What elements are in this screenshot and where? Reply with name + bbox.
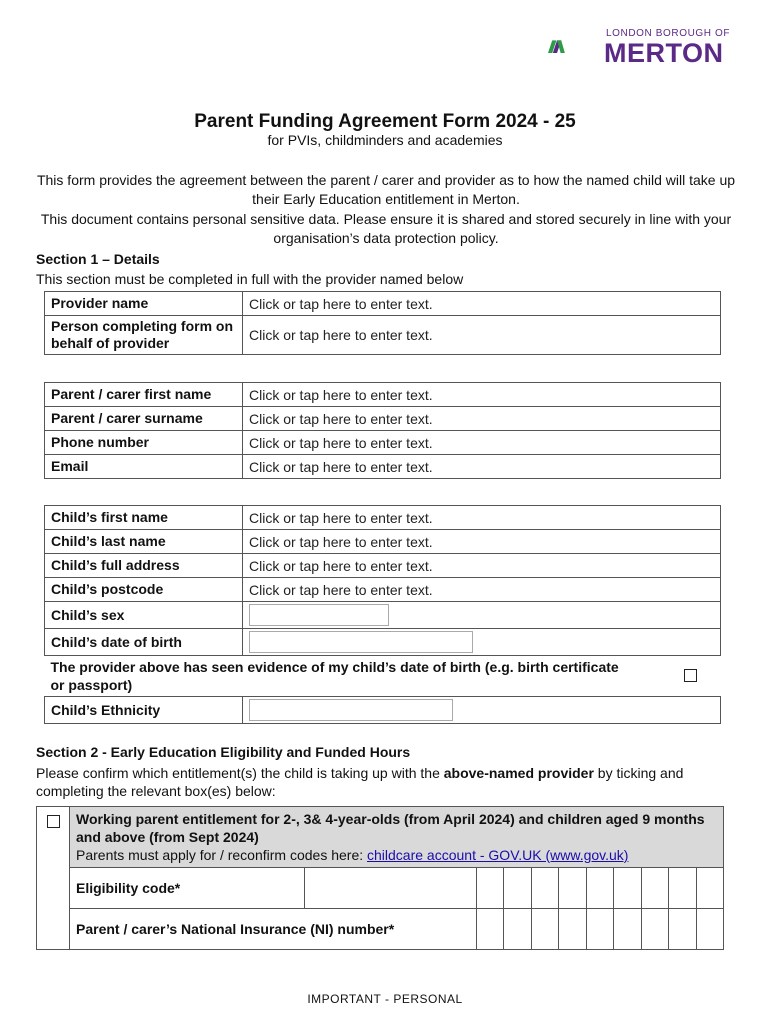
dob-evidence-row — [45, 656, 721, 697]
child-ethnicity-label: Child’s Ethnicity — [45, 697, 243, 724]
ni-number-box[interactable] — [586, 909, 613, 950]
working-entitlement-check-cell — [37, 807, 70, 950]
ni-number-box[interactable] — [531, 909, 558, 950]
child-last-name-label: Child’s last name — [45, 530, 243, 554]
logo-main-text: MERTON — [604, 38, 724, 68]
child-ethnicity-dropdown[interactable] — [249, 699, 453, 721]
child-address-label: Child’s full address — [45, 554, 243, 578]
child-dob-picker[interactable] — [249, 631, 473, 653]
parent-surname-label: Parent / carer surname — [45, 407, 243, 431]
person-completing-label: Person completing form on behalf of provider — [45, 316, 243, 355]
email-label: Email — [45, 455, 243, 479]
child-sex-label: Child’s sex — [45, 602, 243, 629]
eligibility-code-box[interactable] — [696, 868, 723, 909]
child-first-name-label: Child’s first name — [45, 506, 243, 530]
section1-heading: Section 1 – Details — [36, 251, 160, 267]
apply-text: Parents must apply for / reconfirm codes here: — [76, 847, 368, 863]
child-postcode-field[interactable]: Click or tap here to enter text. — [243, 578, 721, 602]
email-field[interactable]: Click or tap here to enter text. — [243, 455, 721, 479]
section2-heading: Section 2 - Early Education Eligibility and Funded Hours — [36, 744, 411, 760]
page-title: Parent Funding Agreement Form 2024 - 25 — [194, 111, 576, 132]
ni-number-box[interactable] — [614, 909, 641, 950]
ni-number-label: Parent / carer’s National Insurance (NI) number* — [70, 909, 477, 950]
working-entitlement-header — [70, 807, 724, 868]
page-subtitle: for PVIs, childminders and academies — [267, 132, 503, 148]
child-table — [44, 505, 721, 724]
parent-surname-field[interactable]: Click or tap here to enter text. — [243, 407, 721, 431]
child-address-field[interactable]: Click or tap here to enter text. — [243, 554, 721, 578]
entitlement-table — [36, 806, 724, 950]
childcare-account-link[interactable]: childcare account - GOV.UK (www.gov.uk) — [367, 847, 629, 863]
child-sex-cell — [243, 602, 721, 629]
child-sex-dropdown[interactable] — [249, 604, 389, 626]
eligibility-code-box[interactable] — [305, 868, 477, 909]
person-completing-field[interactable]: Click or tap here to enter text. — [243, 316, 721, 355]
phone-number-label: Phone number — [45, 431, 243, 455]
provider-name-label: Provider name — [45, 292, 243, 316]
child-last-name-field[interactable]: Click or tap here to enter text. — [243, 530, 721, 554]
child-ethnicity-cell — [243, 697, 721, 724]
parent-table — [44, 382, 721, 479]
ni-number-box[interactable] — [504, 909, 531, 950]
child-dob-cell — [243, 629, 721, 656]
logo-top-text: LONDON BOROUGH OF — [606, 28, 731, 39]
eligibility-code-box[interactable] — [586, 868, 613, 909]
phone-number-field[interactable]: Click or tap here to enter text. — [243, 431, 721, 455]
child-postcode-label: Child’s postcode — [45, 578, 243, 602]
provider-name-field[interactable]: Click or tap here to enter text. — [243, 292, 721, 316]
ni-number-box[interactable] — [696, 909, 723, 950]
working-entitlement-checkbox[interactable] — [47, 815, 60, 828]
ni-number-box[interactable] — [641, 909, 668, 950]
eligibility-code-box[interactable] — [641, 868, 668, 909]
footer-marking: IMPORTANT - PERSONAL — [307, 992, 463, 1006]
dob-evidence-text: The provider above has seen evidence of my child’s date of birth (e.g. birth certificate or passport) — [50, 659, 619, 693]
parent-first-name-field[interactable]: Click or tap here to enter text. — [243, 383, 721, 407]
merton-logo-mark — [548, 26, 604, 68]
section2-desc-pre: Please confirm which entitlement(s) the child is taking up with the — [36, 765, 444, 781]
eligibility-code-label: Eligibility code* — [70, 868, 305, 909]
ni-number-box[interactable] — [669, 909, 696, 950]
eligibility-code-box[interactable] — [669, 868, 696, 909]
section2-description — [36, 764, 716, 800]
eligibility-code-box[interactable] — [476, 868, 503, 909]
child-first-name-field[interactable]: Click or tap here to enter text. — [243, 506, 721, 530]
intro-paragraph: This form provides the agreement between the parent / carer and provider as to how the named child will take up their Early Education entitlement in Merton. — [36, 172, 736, 207]
child-dob-label: Child’s date of birth — [45, 629, 243, 656]
provider-table — [44, 291, 721, 355]
ni-number-box[interactable] — [476, 909, 503, 950]
section2-desc-post: by ticking and completing the relevant box(es) below: — [36, 765, 684, 799]
dob-evidence-checkbox[interactable] — [684, 669, 697, 682]
working-entitlement-title: Working parent entitlement for 2-, 3& 4-year-olds (from April 2024) and children aged 9 months and above (from Sept 2024) — [76, 811, 705, 845]
data-notice-paragraph: This document contains personal sensitive data. Please ensure it is shared and stored securely in line with your organisation’s data protection policy. — [40, 211, 732, 246]
eligibility-code-box[interactable] — [504, 868, 531, 909]
parent-first-name-label: Parent / carer first name — [45, 383, 243, 407]
eligibility-code-box[interactable] — [614, 868, 641, 909]
apply-line — [76, 846, 717, 864]
section2-desc-bold: above-named provider — [443, 765, 594, 781]
section1-description: This section must be completed in full with the provider named below — [36, 271, 464, 287]
eligibility-code-box[interactable] — [531, 868, 558, 909]
ni-number-box[interactable] — [559, 909, 586, 950]
eligibility-code-box[interactable] — [559, 868, 586, 909]
